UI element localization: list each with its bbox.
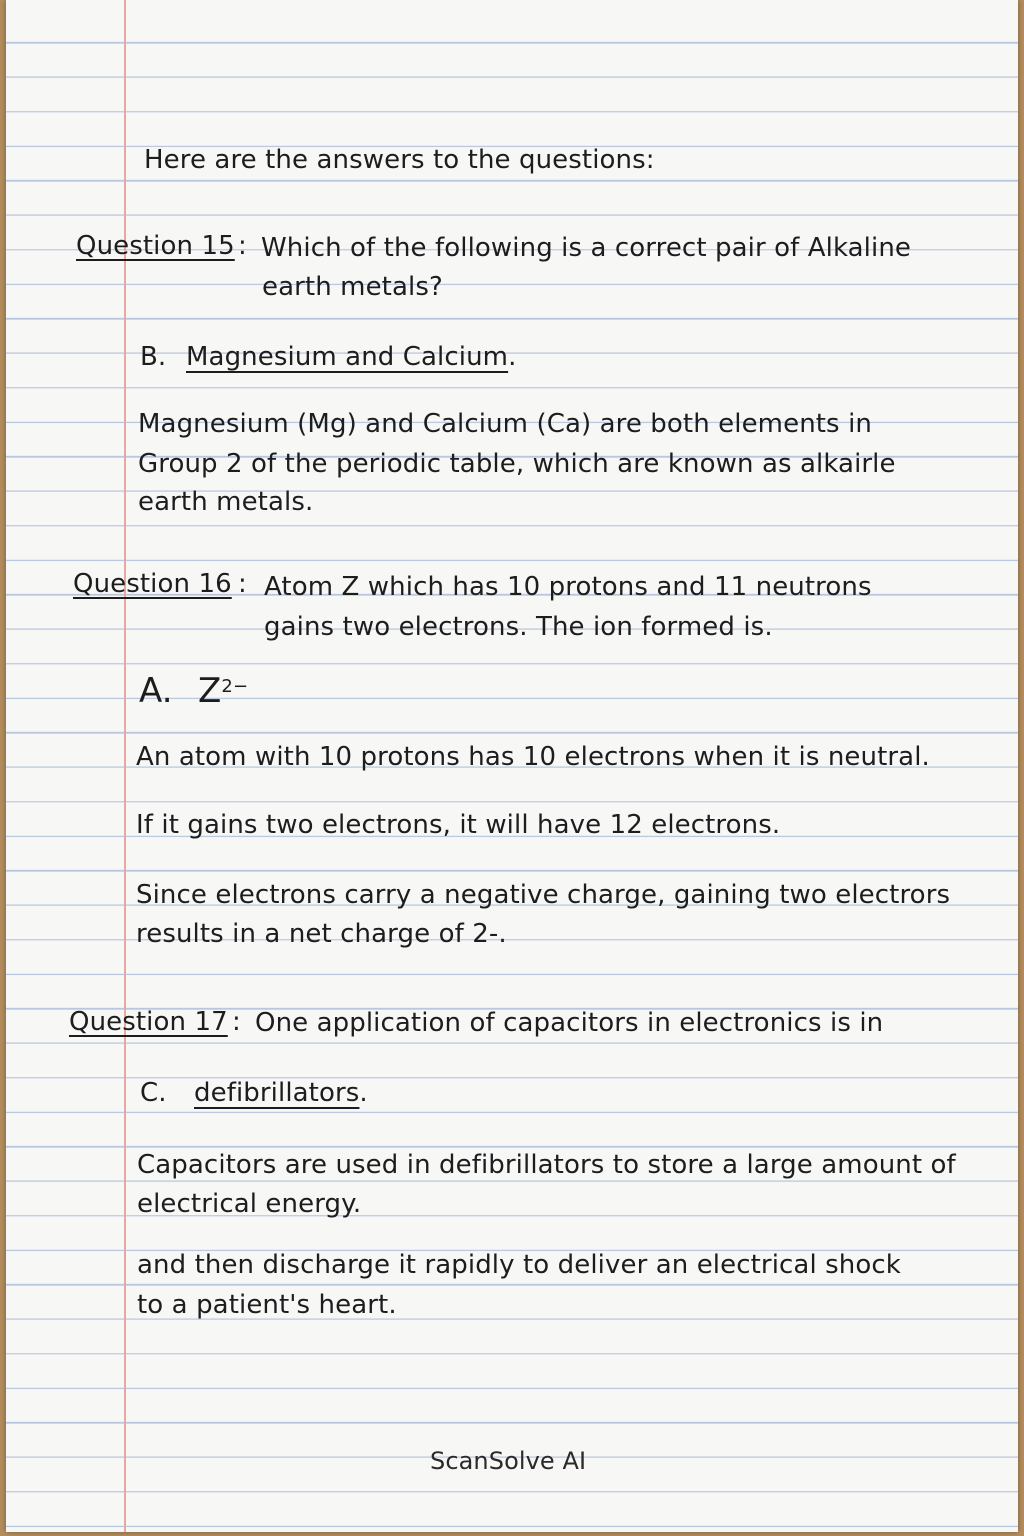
intro-text: Here are the answers to the questions:	[144, 145, 655, 175]
question-17-explanation-line-2: electrical energy.	[137, 1189, 362, 1219]
question-16-explanation-line-3: Since electrons carry a negative charge, gaining two electrors	[136, 880, 951, 910]
question-17-answer-letter: C.	[140, 1078, 167, 1108]
question-17-explanation-line-4: to a patient's heart.	[137, 1290, 397, 1320]
question-15-answer-text: Magnesium and Calcium	[186, 342, 509, 372]
notebook-paper	[6, 0, 1018, 1532]
question-17-answer-text: defibrillators	[194, 1078, 360, 1108]
question-16-label: Question 16	[73, 569, 232, 599]
question-17-explanation-line-3: and then discharge it rapidly to deliver an electrical shock	[137, 1250, 901, 1280]
question-17-label: Question 17	[69, 1007, 228, 1037]
question-16-explanation-line-1: An atom with 10 protons has 10 electrons when it is neutral.	[136, 742, 930, 772]
question-16-answer	[198, 671, 249, 711]
question-16-prompt-line-2: gains two electrons. The ion formed is.	[264, 612, 773, 642]
question-17-answer	[194, 1076, 368, 1110]
question-16-answer-letter: A.	[139, 671, 173, 711]
question-15-prompt-line-1: Which of the following is a correct pair of Alkaline	[261, 233, 911, 263]
footer-brand: ScanSolve AI	[430, 1447, 587, 1475]
question-15-explanation-line-3: earth metals.	[138, 487, 314, 517]
question-15-label: Question 15	[76, 231, 235, 261]
question-17-colon: :	[232, 1007, 241, 1037]
question-15-explanation-line-2: Group 2 of the periodic table, which are known as alkairle	[138, 449, 896, 479]
question-15-answer	[186, 340, 516, 374]
question-17-explanation-line-1: Capacitors are used in defibrillators to store a large amount of	[137, 1150, 956, 1180]
question-16-answer-base: Z	[198, 671, 222, 711]
question-16-colon: :	[238, 569, 247, 599]
question-15-prompt-line-2: earth metals?	[262, 272, 443, 302]
question-16-prompt-line-1: Atom Z which has 10 protons and 11 neutrons	[264, 572, 872, 602]
question-17-prompt-line-1: One application of capacitors in electronics is in	[255, 1008, 884, 1038]
question-17-answer-period: .	[359, 1078, 368, 1108]
question-16-explanation-line-4: results in a net charge of 2-.	[136, 919, 507, 949]
question-15-explanation-line-1: Magnesium (Mg) and Calcium (Ca) are both elements in	[138, 409, 872, 439]
question-15-answer-letter: B.	[140, 342, 167, 372]
question-15-answer-period: .	[508, 342, 517, 372]
question-15-colon: :	[238, 231, 247, 261]
question-16-explanation-line-2: If it gains two electrons, it will have 12 electrons.	[136, 810, 781, 840]
question-16-answer-superscript: 2−	[221, 676, 249, 697]
